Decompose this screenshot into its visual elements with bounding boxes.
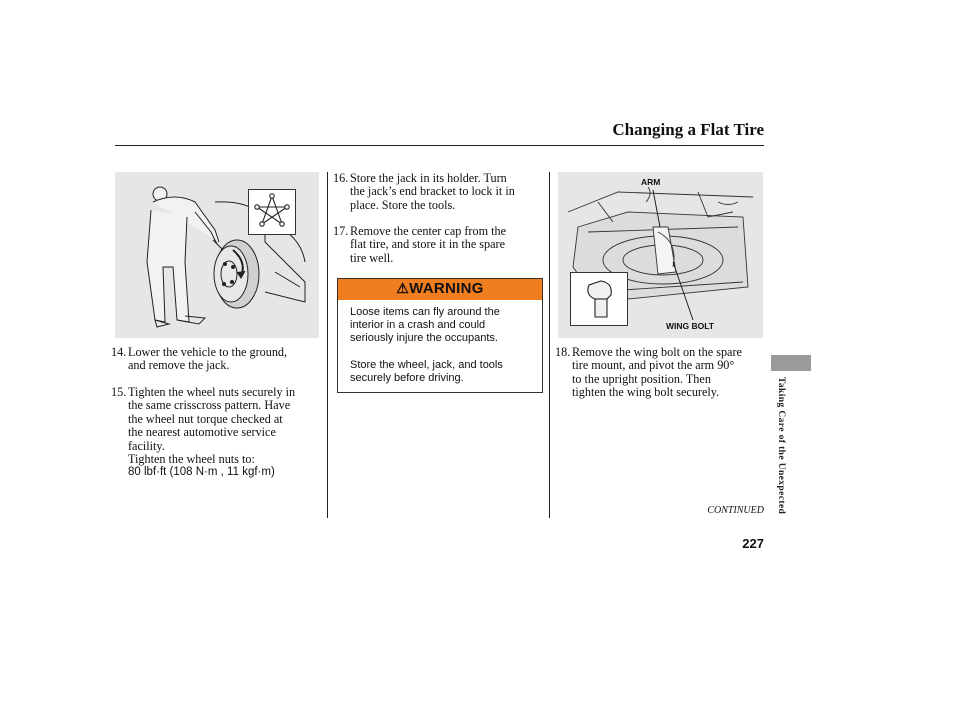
wing-bolt-inset [570, 272, 628, 326]
step-line: tire mount, and pivot the arm 90° [572, 358, 735, 373]
header-rule [115, 145, 764, 146]
step-line: tire well. [350, 250, 394, 265]
step-number: 14. [111, 345, 127, 359]
step-line: Tighten the wheel nuts to: [128, 452, 255, 467]
arm-label: ARM [641, 177, 661, 187]
warning-triangle-icon: ⚠ [396, 280, 410, 296]
step-line: to the upright position. Then [572, 371, 711, 386]
step-line: flat tire, and store it in the spare [350, 237, 505, 252]
step-line: facility. [128, 438, 165, 453]
figure-spare-tire-well [558, 172, 763, 338]
page-title: Changing a Flat Tire [612, 120, 764, 139]
step-14 [111, 346, 321, 376]
warning-paragraph-1 [350, 306, 538, 345]
step-line: the nearest automotive service [128, 425, 276, 440]
warning-line: interior in a crash and could [350, 319, 486, 331]
step-line: Remove the wing bolt on the spare [572, 345, 742, 359]
column-divider [549, 172, 550, 518]
wing-bolt-icon [571, 273, 627, 325]
continued-label: CONTINUED [707, 505, 764, 516]
step-line: Lower the vehicle to the ground, [128, 345, 288, 359]
step-line: place. Store the tools. [350, 197, 456, 212]
crisscross-pattern-inset [248, 189, 296, 235]
step-number: 15. [111, 385, 127, 399]
warning-line: Store the wheel, jack, and tools [350, 359, 503, 371]
step-15 [111, 386, 323, 481]
step-line: Tighten the wheel nuts securely in [128, 385, 296, 399]
warning-line: Loose items can fly around the [350, 306, 500, 318]
crisscross-star-pattern-icon [249, 190, 295, 234]
warning-header-bar [338, 279, 542, 300]
step-line: and remove the jack. [128, 358, 230, 373]
step-line: tighten the wing bolt securely. [572, 385, 720, 400]
step-number: 16. [333, 171, 349, 185]
step-line: Store the jack in its holder. Turn [350, 171, 507, 185]
warning-box [337, 278, 543, 393]
warning-label [338, 280, 542, 297]
section-tab-marker [771, 355, 811, 371]
column-divider [327, 172, 328, 518]
step-18 [555, 346, 767, 402]
step-line: the same crisscross pattern. Have [128, 398, 291, 413]
step-16 [333, 172, 543, 214]
warning-title: WARNING [409, 280, 484, 297]
warning-line: securely before driving. [350, 372, 464, 384]
step-line: Remove the center cap from the [350, 224, 506, 238]
page-number: 227 [742, 536, 764, 551]
step-17 [333, 225, 543, 267]
torque-spec: 80 lbf·ft (108 N·m , 11 kgf·m) [128, 466, 275, 479]
step-number: 18. [555, 345, 571, 359]
warning-paragraph-2 [350, 359, 538, 385]
step-line: the wheel nut torque checked at [128, 411, 283, 426]
step-number: 17. [333, 224, 349, 238]
step-line: the jack’s end bracket to lock it in [350, 184, 515, 199]
section-sidebar-label: Taking Care of the Unexpected [776, 377, 786, 515]
figure-jack-lowering [115, 172, 319, 338]
warning-line: seriously injure the occupants. [350, 332, 498, 344]
wing-bolt-label: WING BOLT [666, 321, 714, 331]
